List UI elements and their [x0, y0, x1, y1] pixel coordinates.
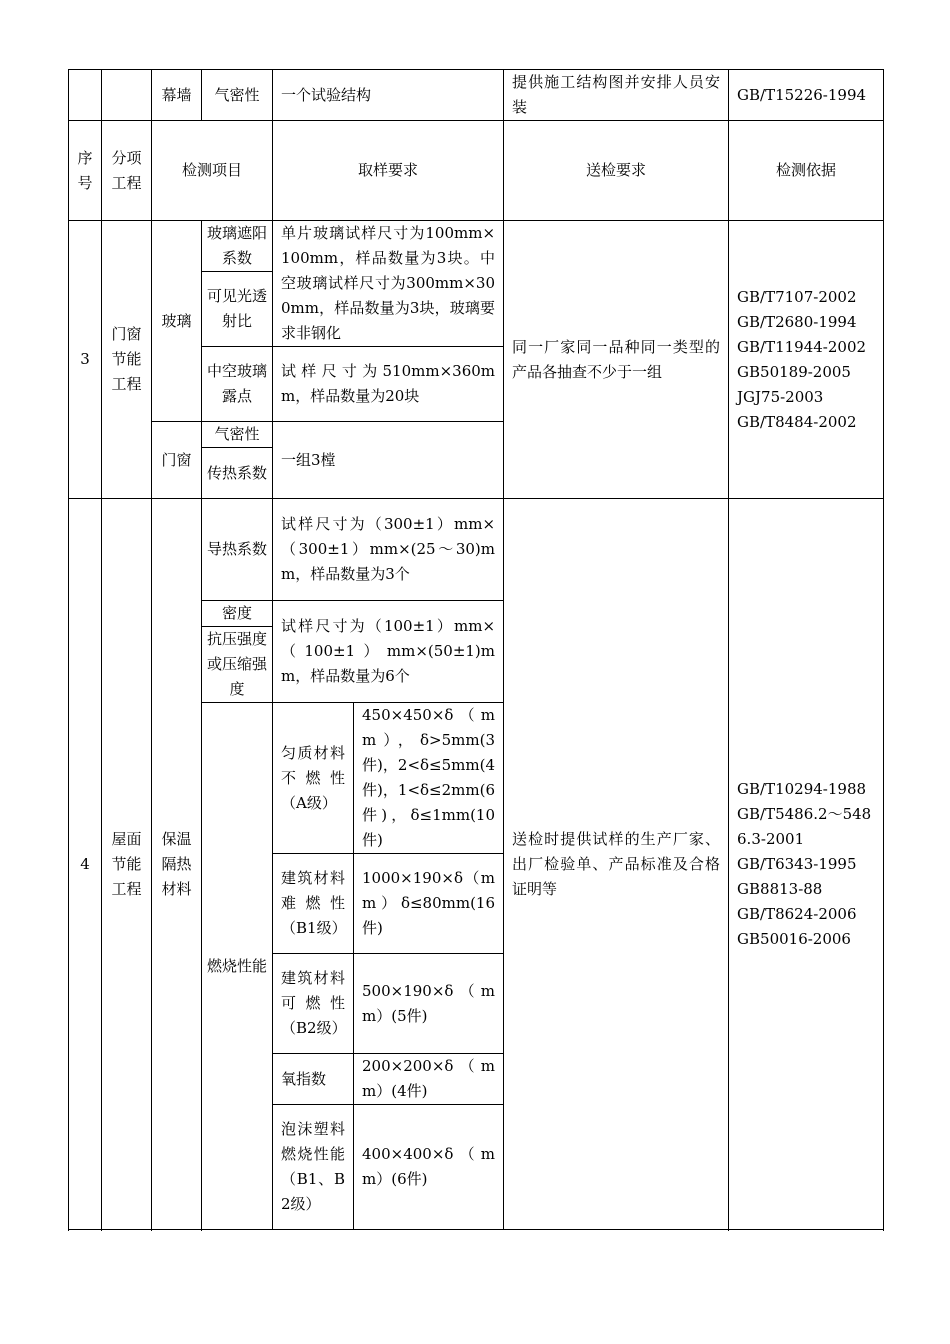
- test-item: 密度: [202, 601, 273, 627]
- material-name: 门窗: [152, 422, 202, 499]
- section-no: 3: [69, 221, 102, 499]
- table-row: [69, 499, 884, 601]
- sub-test-item: 泡沫塑料燃烧性能（B1、B2级）: [273, 1105, 354, 1230]
- header-basis: 检测依据: [729, 121, 884, 221]
- project-name: 门窗节能工程: [102, 221, 152, 499]
- sample-requirement: 试样尺寸为（300±1）mm×（300±1）mm×(25～30)mm，样品数量为3个: [273, 499, 504, 601]
- test-item: 可见光透射比: [202, 272, 273, 347]
- test-item: 燃烧性能: [202, 703, 273, 1230]
- test-item: 传热系数: [202, 448, 273, 499]
- header-no: 序号: [69, 121, 102, 221]
- section-no: 4: [69, 499, 102, 1230]
- sample-requirement: 1000×190×δ（mm）δ≤80mm(16件): [354, 854, 504, 954]
- sub-test-item: 匀质材料不燃性（A级）: [273, 703, 354, 854]
- material-name: 保温隔热材料: [152, 499, 202, 1230]
- header-project: 分项工程: [102, 121, 152, 221]
- sample-cell: 一个试验结构: [273, 70, 504, 121]
- submit-cell: 提供施工结构图并安排人员安装: [504, 70, 729, 121]
- sample-requirement: 400×400×δ（mm）(6件): [354, 1105, 504, 1230]
- sample-requirement: 试样尺寸为510mm×360mm，样品数量为20块: [273, 347, 504, 422]
- header-item: 检测项目: [152, 121, 273, 221]
- header-sample: 取样要求: [273, 121, 504, 221]
- header-row: [69, 121, 884, 221]
- table-row: [69, 221, 884, 272]
- project-name: 屋面节能工程: [102, 499, 152, 1230]
- test-item: 抗压强度或压缩强度: [202, 627, 273, 703]
- test-item: 中空玻璃露点: [202, 347, 273, 422]
- header-submit: 送检要求: [504, 121, 729, 221]
- test-item: 导热系数: [202, 499, 273, 601]
- sub-item-cell: 幕墙: [152, 70, 202, 121]
- basis-list: GB/T7107-2002 GB/T2680-1994 GB/T11944-2002 GB50189-2005 JGJ75-2003 GB/T8484-2002: [729, 221, 884, 499]
- table-row: [69, 70, 884, 121]
- submit-requirement: 送检时提供试样的生产厂家、出厂检验单、产品标准及合格证明等: [504, 499, 729, 1230]
- sample-requirement: 试样尺寸为（100±1）mm×（100±1）mm×(50±1)mm，样品数量为6个: [273, 601, 504, 703]
- sub-test-item: 建筑材料可燃性（B2级）: [273, 954, 354, 1054]
- basis-cell: GB/T15226-1994: [729, 70, 884, 121]
- sample-requirement: 200×200×δ（mm）(4件): [354, 1054, 504, 1105]
- sample-requirement: 单片玻璃试样尺寸为100mm×100mm，样品数量为3块。中空玻璃试样尺寸为300mm×300mm，样品数量为3块，玻璃要求非钢化: [273, 221, 504, 347]
- test-item: 气密性: [202, 422, 273, 448]
- inspection-table: [68, 69, 884, 1230]
- basis-list: GB/T10294-1988 GB/T5486.2～5486.3-2001 GB/T6343-1995 GB8813-88 GB/T8624-2006 GB50016-2006: [729, 499, 884, 1230]
- test-item: 玻璃遮阳系数: [202, 221, 273, 272]
- sample-requirement: 500×190×δ（mm）(5件): [354, 954, 504, 1054]
- item-cell: 气密性: [202, 70, 273, 121]
- sub-test-item: 氧指数: [273, 1054, 354, 1105]
- sub-test-item: 建筑材料难燃性（B1级）: [273, 854, 354, 954]
- material-name: 玻璃: [152, 221, 202, 422]
- submit-requirement: 同一厂家同一品种同一类型的产品各抽查不少于一组: [504, 221, 729, 499]
- sample-requirement: 450×450×δ（mm），δ>5mm(3件)，2<δ≤5mm(4件)，1<δ≤2mm(6件)，δ≤1mm(10件): [354, 703, 504, 854]
- sample-requirement: 一组3樘: [273, 422, 504, 499]
